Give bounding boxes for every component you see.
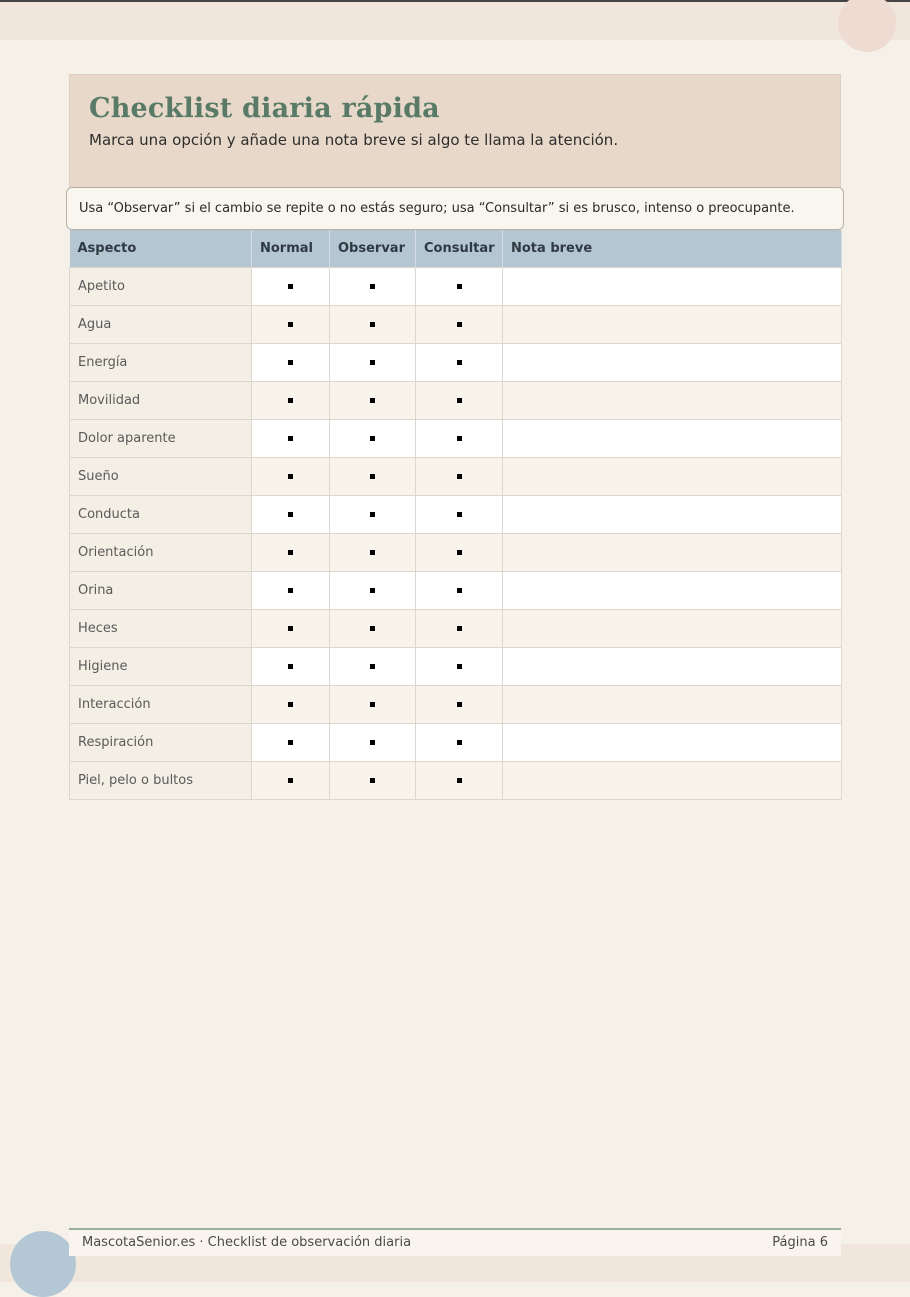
aspect-label: Energía: [70, 343, 252, 381]
checkbox-observar[interactable]: [370, 360, 375, 365]
aspect-label: Interacción: [70, 685, 252, 723]
column-header-normal: Normal: [252, 230, 330, 267]
checkbox-consultar[interactable]: [457, 778, 462, 783]
option-cell-observar[interactable]: [330, 343, 416, 381]
option-cell-observar[interactable]: [330, 571, 416, 609]
table-row: [70, 609, 842, 647]
option-cell-consultar[interactable]: [416, 723, 503, 761]
aspect-label: Sueño: [70, 457, 252, 495]
option-cell-consultar[interactable]: [416, 495, 503, 533]
checkbox-consultar[interactable]: [457, 284, 462, 289]
aspect-label: Respiración: [70, 723, 252, 761]
note-field[interactable]: [503, 267, 842, 305]
checkbox-observar[interactable]: [370, 588, 375, 593]
checkbox-normal[interactable]: [288, 436, 293, 441]
table-row: [70, 343, 842, 381]
checkbox-consultar[interactable]: [457, 398, 462, 403]
checkbox-observar[interactable]: [370, 284, 375, 289]
checkbox-observar[interactable]: [370, 626, 375, 631]
option-cell-normal[interactable]: [252, 533, 330, 571]
aspect-label: Movilidad: [70, 381, 252, 419]
aspect-label: Orientación: [70, 533, 252, 571]
checkbox-normal[interactable]: [288, 474, 293, 479]
checkbox-normal[interactable]: [288, 550, 293, 555]
note-field[interactable]: [503, 495, 842, 533]
note-field[interactable]: [503, 647, 842, 685]
option-cell-consultar[interactable]: [416, 381, 503, 419]
checkbox-normal[interactable]: [288, 398, 293, 403]
table-row: [70, 685, 842, 723]
instruction-note: Usa “Observar” si el cambio se repite o no estás seguro; usa “Consultar” si es brusco, intenso o preocupante.: [66, 187, 844, 230]
checkbox-normal[interactable]: [288, 360, 293, 365]
checkbox-consultar[interactable]: [457, 436, 462, 441]
aspect-label: Dolor aparente: [70, 419, 252, 457]
checkbox-normal[interactable]: [288, 778, 293, 783]
option-cell-consultar[interactable]: [416, 419, 503, 457]
option-cell-consultar[interactable]: [416, 571, 503, 609]
note-field[interactable]: [503, 685, 842, 723]
checkbox-consultar[interactable]: [457, 550, 462, 555]
option-cell-normal[interactable]: [252, 647, 330, 685]
checkbox-consultar[interactable]: [457, 588, 462, 593]
aspect-label: Apetito: [70, 267, 252, 305]
checkbox-normal[interactable]: [288, 284, 293, 289]
checkbox-consultar[interactable]: [457, 626, 462, 631]
column-header-aspecto: Aspecto: [70, 230, 252, 267]
footer-site-label: MascotaSenior.es · Checklist de observación diaria: [82, 1235, 412, 1250]
option-cell-consultar[interactable]: [416, 457, 503, 495]
page-title: Checklist diaria rápida: [89, 93, 440, 124]
aspect-label: Heces: [70, 609, 252, 647]
checkbox-consultar[interactable]: [457, 360, 462, 365]
option-cell-normal[interactable]: [252, 381, 330, 419]
checkbox-observar[interactable]: [370, 702, 375, 707]
checkbox-observar[interactable]: [370, 322, 375, 327]
table-row: [70, 419, 842, 457]
checkbox-observar[interactable]: [370, 512, 375, 517]
note-field[interactable]: [503, 343, 842, 381]
option-cell-observar[interactable]: [330, 305, 416, 343]
option-cell-consultar[interactable]: [416, 761, 503, 799]
checkbox-normal[interactable]: [288, 626, 293, 631]
table-row: [70, 761, 842, 799]
option-cell-normal[interactable]: [252, 685, 330, 723]
option-cell-consultar[interactable]: [416, 267, 503, 305]
checkbox-consultar[interactable]: [457, 664, 462, 669]
page-number: Página 6: [772, 1235, 828, 1250]
aspect-label: Agua: [70, 305, 252, 343]
option-cell-consultar[interactable]: [416, 305, 503, 343]
option-cell-normal[interactable]: [252, 419, 330, 457]
option-cell-consultar[interactable]: [416, 609, 503, 647]
option-cell-normal[interactable]: [252, 457, 330, 495]
option-cell-normal[interactable]: [252, 571, 330, 609]
checkbox-normal[interactable]: [288, 588, 293, 593]
option-cell-observar[interactable]: [330, 609, 416, 647]
option-cell-observar[interactable]: [330, 457, 416, 495]
option-cell-normal[interactable]: [252, 267, 330, 305]
table-row: [70, 305, 842, 343]
checkbox-observar[interactable]: [370, 436, 375, 441]
note-field[interactable]: [503, 419, 842, 457]
note-field[interactable]: [503, 457, 842, 495]
page-subtitle: Marca una opción y añade una nota breve si algo te llama la atención.: [89, 131, 619, 149]
option-cell-normal[interactable]: [252, 761, 330, 799]
checkbox-normal[interactable]: [288, 664, 293, 669]
table-row: [70, 495, 842, 533]
note-field[interactable]: [503, 609, 842, 647]
checkbox-consultar[interactable]: [457, 512, 462, 517]
checkbox-observar[interactable]: [370, 740, 375, 745]
table-row: [70, 723, 842, 761]
option-cell-normal[interactable]: [252, 495, 330, 533]
option-cell-normal[interactable]: [252, 343, 330, 381]
option-cell-normal[interactable]: [252, 305, 330, 343]
option-cell-consultar[interactable]: [416, 647, 503, 685]
aspect-label: Higiene: [70, 647, 252, 685]
column-header-consultar: Consultar: [416, 230, 503, 267]
option-cell-observar[interactable]: [330, 647, 416, 685]
option-cell-consultar[interactable]: [416, 685, 503, 723]
checkbox-observar[interactable]: [370, 550, 375, 555]
checkbox-normal[interactable]: [288, 512, 293, 517]
note-field[interactable]: [503, 723, 842, 761]
page-footer: [69, 1228, 841, 1256]
note-field[interactable]: [503, 381, 842, 419]
column-header-observar: Observar: [330, 230, 416, 267]
table-row: [70, 533, 842, 571]
checkbox-consultar[interactable]: [457, 740, 462, 745]
checkbox-normal[interactable]: [288, 740, 293, 745]
table-row: [70, 267, 842, 305]
note-field[interactable]: [503, 761, 842, 799]
checkbox-observar[interactable]: [370, 664, 375, 669]
aspect-label: Piel, pelo o bultos: [70, 761, 252, 799]
table-row: [70, 457, 842, 495]
table-row: [70, 381, 842, 419]
checkbox-observar[interactable]: [370, 398, 375, 403]
option-cell-observar[interactable]: [330, 685, 416, 723]
table-header-row: [70, 230, 842, 267]
table-row: [70, 647, 842, 685]
option-cell-observar[interactable]: [330, 761, 416, 799]
checkbox-consultar[interactable]: [457, 322, 462, 327]
header-panel: [69, 74, 841, 190]
option-cell-observar[interactable]: [330, 723, 416, 761]
checkbox-consultar[interactable]: [457, 474, 462, 479]
top-band: [0, 0, 910, 40]
aspect-label: Orina: [70, 571, 252, 609]
option-cell-observar[interactable]: [330, 419, 416, 457]
checkbox-normal[interactable]: [288, 702, 293, 707]
option-cell-normal[interactable]: [252, 723, 330, 761]
table-row: [70, 571, 842, 609]
option-cell-consultar[interactable]: [416, 533, 503, 571]
decorative-circle-bottom: [10, 1231, 76, 1297]
option-cell-normal[interactable]: [252, 609, 330, 647]
aspect-label: Conducta: [70, 495, 252, 533]
note-field[interactable]: [503, 571, 842, 609]
checkbox-consultar[interactable]: [457, 702, 462, 707]
checkbox-normal[interactable]: [288, 322, 293, 327]
checkbox-observar[interactable]: [370, 474, 375, 479]
option-cell-observar[interactable]: [330, 533, 416, 571]
decorative-circle-top: [838, 0, 896, 52]
checklist-table: [69, 230, 842, 800]
option-cell-observar[interactable]: [330, 267, 416, 305]
note-field[interactable]: [503, 305, 842, 343]
option-cell-consultar[interactable]: [416, 343, 503, 381]
column-header-nota-breve: Nota breve: [503, 230, 842, 267]
option-cell-observar[interactable]: [330, 495, 416, 533]
option-cell-observar[interactable]: [330, 381, 416, 419]
checkbox-observar[interactable]: [370, 778, 375, 783]
note-field[interactable]: [503, 533, 842, 571]
